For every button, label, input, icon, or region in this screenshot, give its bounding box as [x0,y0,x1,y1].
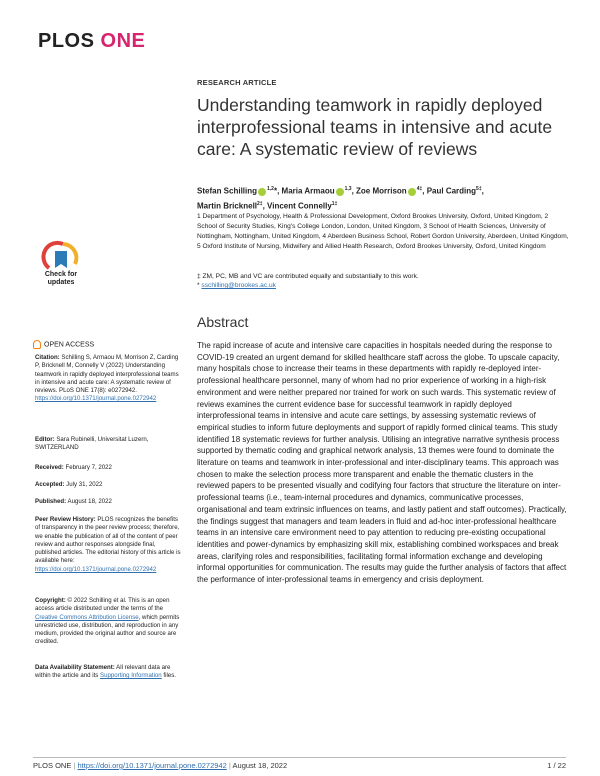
author-affil-sup: 5‡ [476,186,482,192]
accepted-label: Accepted: [35,481,65,488]
citation-label: Citation: [35,354,60,361]
abstract-heading: Abstract [197,314,249,330]
author-name[interactable]: Martin Bricknell [197,201,258,211]
author-affil-sup: 1,3 [344,186,352,192]
accepted-block [35,481,183,489]
footer-separator: | [73,761,76,770]
supporting-information-link[interactable]: Supporting Information [100,672,162,680]
peer-review-doi-link[interactable]: https://doi.org/10.1371/journal.pone.0272942 [35,565,157,573]
logo-one: ONE [100,30,146,52]
author-name[interactable]: Paul Carding [426,186,477,196]
article-type: RESEARCH ARTICLE [197,78,277,87]
logo-plos: PLOS [38,30,95,52]
published-label: Published: [35,498,67,505]
accepted-date: July 31, 2022 [66,481,103,488]
page-footer [33,761,566,770]
check-updates-line2: updates [47,279,75,286]
open-access-lock-icon [33,340,41,349]
equal-contribution-note: ‡ ZM, PC, MB and VC are contributed equally and substantially to this work. [197,273,419,280]
orcid-icon[interactable] [336,188,344,196]
open-access-badge [33,340,94,349]
check-for-updates-label [33,271,89,287]
footer-journal: PLOS ONE [33,761,72,770]
published-date: August 18, 2022 [67,498,112,505]
contribution-notes [197,272,557,290]
corresponding-email-link[interactable]: sschilling@brookes.ac.uk [201,282,276,289]
author-affil-sup: 2‡ [257,200,263,207]
copyright-text-cont: , which permits unrestricted use, distribution, and reproduction in any medium, provided the original author and source are credited. [35,613,180,646]
published-block [35,498,183,506]
citation-text: Schilling S, Armaou M, Morrison Z, Carding P, Bricknell M, Connelly V (2022) Understanding teamwork in rapidly deployed interprofessional teams in intensive and acute care: A systematic review of reviews. PLoS ONE 17(8): e0272942. [35,354,179,395]
affiliations: 1 Department of Psychology, Health & Professional Development, Oxford Brookes University, Oxford, United Kingdom, 2 School of Security Studies, King's College London, London, United Kingdom, 3 School of Health Sciences, University of Nottingham, Nottingham, United Kingdom, 4 Aberdeen Business School, Robert Gordon University, Aberdeen, United Kingdom, 5 Oxford Institute of Nursing, Midwifery and Allied Health Research, Oxford Brookes University, Oxford, United Kingdom [197,213,569,250]
copyright-block [35,597,183,647]
data-availability-text: All relevant data are within the article and its [35,664,171,680]
data-availability-text-cont: files. [163,672,176,680]
author-name[interactable]: Zoe Morrison [356,186,407,196]
page-number: 1 / 22 [547,761,566,770]
orcid-icon[interactable] [258,188,266,196]
abstract-text: The rapid increase of acute and intensive care capacities in hospitals needed during the response to COVID-19 created an urgent demand for skilled healthcare staff across the globe. To upscale capacity, many hospitals chose to increase their teams in these departments with rapidly re-deployed inter-professional healthcare personnel, many of whom had no prior experience of working in a high-risk environment and were neither prepared nor trained for work on such wards. This systematic review of reviews examines the current evidence base for successful teamwork in rapidly deployed interprofessional teams in intensive and acute care settings, by assessing systematic reviews of empirical studies to inform future deployments and support of rapidly formed clinical teams. This study identified 18 systematic reviews for further analysis. Utilising an integrative narrative synthesis process supported by thematic coding and graphical network analysis, 13 themes were found to dominate the literature on teams and teamwork in inter-professional and inter-disciplinary teams. This approach was chosen to make the selection process more transparent and enable the thematic clusters in the reviewed papers to be presented visually and codifying four factors that structure the literature on inter-professional teams (i.e., team-internal procedures and dynamics, communicative processes, organisational and team extrinsic influences on teams, and lastly patient and staff outcomes). Practically, the findings suggest that managers and team leaders in fluid and ad-hoc inter-professional healthcare teams in an intensive care environment need to pay attention to reducing pre-existing occupational identities and power-dynamics by emphasizing skill mix, establishing combined workspaces and break areas, clarifying roles and responsibilities, facilitating formal information exchange and developing informal opportunities for communication. The results may guide the further analysis of factors that affect the performance of inter-professional teams in emergency and crisis deployment. [197,341,567,585]
data-availability-block [35,664,183,681]
check-updates-icon [33,238,89,274]
author-affil-sup: 1‡ [331,200,338,207]
author-list: Stefan Schilling $^{1,2}$*, Maria Armaou $^{1,3}$, Zoe Morrison $^{4\ddagger}$, Paul Carding$^{5\ddagger}$, Martin Bricknell$^{2\ddagger}$, Vincent Connelly$^{1\ddagger}$ [197,186,484,211]
footer-date: August 18, 2022 [232,761,288,770]
author-name[interactable]: Vincent Connelly [267,201,332,211]
received-block [35,464,183,472]
copyright-text: © 2022 Schilling et al. This is an open access article distributed under the terms of the [35,597,170,613]
received-date: February 7, 2022 [65,464,112,471]
author-name[interactable]: Stefan Schilling [197,186,258,196]
open-access-label: OPEN ACCESS [44,341,95,349]
journal-logo [38,30,145,53]
peer-review-label: Peer Review History: [35,516,96,523]
email-mark: * [197,282,200,289]
received-label: Received: [35,464,64,471]
editor-label: Editor: [35,436,55,443]
check-for-updates-badge[interactable] [33,238,89,296]
orcid-icon[interactable] [408,188,416,196]
footer-divider [33,757,566,758]
article-title: Understanding teamwork in rapidly deployed interprofessional teams in intensive and acute care: A systematic review of reviews [197,95,553,159]
copyright-label: Copyright: [35,597,66,604]
author-affil-sup: 4‡ [416,186,423,192]
editor-text: Sara Rubinelli, Universitat Luzern, SWITZERLAND [35,436,149,452]
footer-doi-link[interactable]: https://doi.org/10.1371/journal.pone.0272942 [77,761,227,770]
peer-review-text: PLOS recognizes the benefits of transparency in the peer review process; therefore, we enable the publication of all of the content of peer review and author responses alongside final, published articles. The editorial history of this article is available here: [35,516,181,565]
citation-doi-link[interactable]: https://doi.org/10.1371/journal.pone.0272942 [35,395,157,403]
author-name[interactable]: Maria Armaou [281,186,335,196]
footer-separator: | [228,761,231,770]
license-link[interactable]: Creative Commons Attribution License [35,613,139,621]
author-affil-sup: 1,2 [267,186,274,192]
citation-block [35,354,183,404]
peer-review-block [35,516,183,574]
data-availability-label: Data Availability Statement: [35,664,115,671]
check-updates-line1: Check for [44,271,78,278]
editor-block [35,436,183,453]
corresponding-mark: * [273,186,278,196]
